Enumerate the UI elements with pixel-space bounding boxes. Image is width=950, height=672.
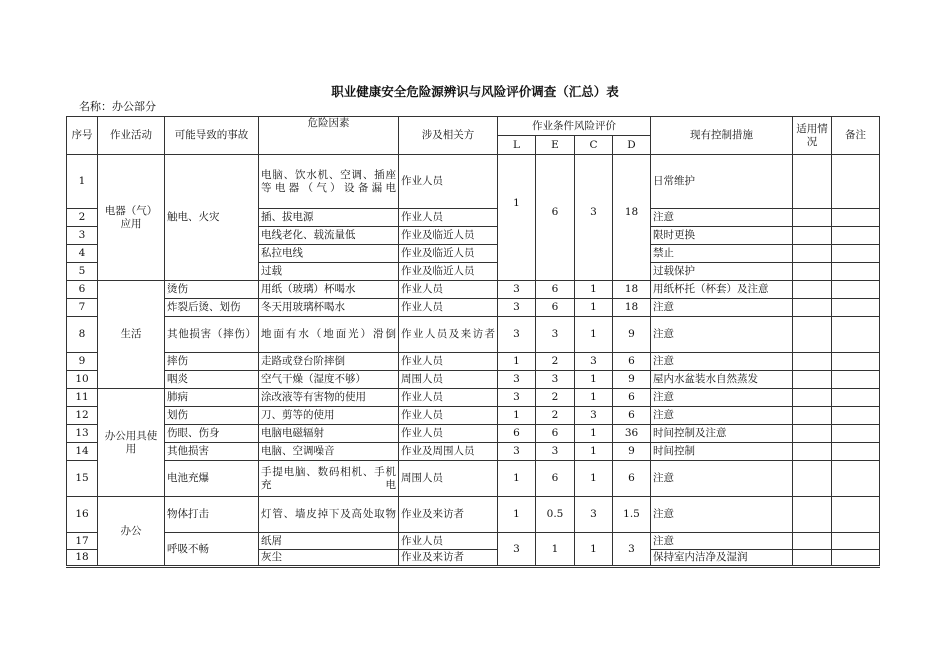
cell-applicable [793,407,832,425]
cell-no: 3 [67,227,98,245]
cell-C: 1 [575,281,613,299]
table-row [67,461,880,497]
cell-no: 18 [67,550,98,567]
cell-L: 1 [498,461,536,497]
cell-remark [832,461,880,497]
cell-E: 6 [536,461,575,497]
org-name-label: 名称：办公部分 [79,100,156,113]
cell-remark [832,353,880,371]
cell-E: 2 [536,389,575,407]
cell-D: 18 [613,155,651,281]
cell-control: 过载保护 [651,263,793,281]
cell-party: 作业人员 [399,281,498,299]
cell-applicable [793,317,832,353]
header-seq: 序号 [67,117,98,155]
cell-E: 6 [536,155,575,281]
cell-C: 1 [575,533,613,567]
cell-control: 日常维护 [651,155,793,209]
cell-no: 8 [67,317,98,353]
cell-party: 周围人员 [399,461,498,497]
cell-applicable [793,155,832,209]
cell-D: 9 [613,443,651,461]
cell-no: 10 [67,371,98,389]
cell-control: 注意 [651,533,793,550]
accident-respiratory: 呼吸不畅 [165,533,259,567]
cell-no: 5 [67,263,98,281]
cell-accident: 咽炎 [165,371,259,389]
cell-L: 3 [498,371,536,389]
cell-L: 3 [498,533,536,567]
cell-control: 用纸杯托（杯套）及注意 [651,281,793,299]
header-L: L [498,136,536,155]
cell-control: 注意 [651,389,793,407]
group-electrical: 电器（气）应用 [98,155,165,281]
group-life: 生活 [98,281,165,389]
header-hazard: 危险因素 [259,117,399,155]
header-accident: 可能导致的事故 [165,117,259,155]
cell-applicable [793,443,832,461]
cell-remark [832,263,880,281]
cell-party: 作业人员 [399,209,498,227]
cell-accident: 炸裂后烫、划伤 [165,299,259,317]
cell-remark [832,407,880,425]
header-E: E [536,136,575,155]
cell-accident: 伤眼、伤身 [165,425,259,443]
cell-control: 禁止 [651,245,793,263]
table-row [67,407,880,425]
cell-accident: 其他损害 [165,443,259,461]
cell-hazard: 地面有水（地面光）滑倒 [259,317,399,353]
cell-no: 2 [67,209,98,227]
cell-no: 4 [67,245,98,263]
cell-D: 6 [613,461,651,497]
header-party: 涉及相关方 [399,117,498,155]
cell-L: 1 [498,407,536,425]
cell-control: 限时更换 [651,227,793,245]
cell-no: 1 [67,155,98,209]
cell-control: 时间控制 [651,443,793,461]
cell-remark [832,497,880,533]
cell-party: 作业及来访者 [399,550,498,567]
cell-hazard: 电线老化、载流量低 [259,227,399,245]
cell-party: 作业及临近人员 [399,245,498,263]
cell-C: 3 [575,407,613,425]
cell-applicable [793,209,832,227]
table-row [67,497,880,533]
cell-hazard: 插、拔电源 [259,209,399,227]
cell-hazard: 手提电脑、数码相机、手机充电 [259,461,399,497]
cell-E: 6 [536,425,575,443]
accident-electric: 触电、火灾 [165,155,259,281]
cell-D: 9 [613,371,651,389]
cell-control: 注意 [651,299,793,317]
cell-E: 1 [536,533,575,567]
cell-applicable [793,425,832,443]
cell-accident: 电池充爆 [165,461,259,497]
cell-hazard: 刀、剪等的使用 [259,407,399,425]
cell-remark [832,443,880,461]
cell-party: 作业及临近人员 [399,227,498,245]
cell-L: 1 [498,497,536,533]
header-row-1 [67,117,880,136]
table-row [67,443,880,461]
cell-remark [832,317,880,353]
cell-C: 1 [575,371,613,389]
cell-accident: 划伤 [165,407,259,425]
cell-party: 作业及临近人员 [399,263,498,281]
table-row [67,353,880,371]
cell-D: 3 [613,533,651,567]
cell-accident: 其他损害（摔伤） [165,317,259,353]
cell-E: 2 [536,407,575,425]
cell-accident: 摔伤 [165,353,259,371]
cell-no: 13 [67,425,98,443]
cell-C: 1 [575,317,613,353]
cell-remark [832,281,880,299]
cell-L: 6 [498,425,536,443]
cell-applicable [793,371,832,389]
cell-remark [832,227,880,245]
cell-party: 作业及来访者 [399,497,498,533]
cell-applicable [793,533,832,550]
header-activity: 作业活动 [98,117,165,155]
cell-party: 作业人员 [399,389,498,407]
cell-party: 作业人员 [399,155,498,209]
cell-applicable [793,461,832,497]
cell-applicable [793,353,832,371]
cell-party: 作业人员 [399,353,498,371]
cell-hazard: 涂改液等有害物的使用 [259,389,399,407]
cell-control: 注意 [651,209,793,227]
cell-applicable [793,299,832,317]
cell-D: 6 [613,353,651,371]
cell-C: 1 [575,443,613,461]
table-row [67,155,880,209]
cell-C: 1 [575,461,613,497]
header-control: 现有控制措施 [651,117,793,155]
cell-applicable [793,281,832,299]
cell-party: 周围人员 [399,371,498,389]
cell-control: 注意 [651,353,793,371]
cell-E: 3 [536,317,575,353]
cell-E: 3 [536,371,575,389]
cell-C: 1 [575,299,613,317]
cell-hazard: 电脑、饮水机、空调、插座等电器（气）设备漏电 [259,155,399,209]
cell-party: 作业人员 [399,533,498,550]
cell-no: 12 [67,407,98,425]
cell-E: 2 [536,353,575,371]
cell-party: 作业及周围人员 [399,443,498,461]
cell-hazard: 空气干燥（湿度不够） [259,371,399,389]
cell-party: 作业人员 [399,425,498,443]
cell-accident: 物体打击 [165,497,259,533]
cell-E: 6 [536,299,575,317]
cell-D: 6 [613,389,651,407]
cell-E: 6 [536,281,575,299]
cell-hazard: 灰尘 [259,550,399,567]
cell-no: 15 [67,461,98,497]
cell-no: 7 [67,299,98,317]
cell-no: 16 [67,497,98,533]
cell-applicable [793,245,832,263]
cell-D: 1.5 [613,497,651,533]
cell-no: 11 [67,389,98,407]
cell-E: 0.5 [536,497,575,533]
cell-C: 1 [575,425,613,443]
cell-C: 1 [575,389,613,407]
cell-L: 3 [498,389,536,407]
cell-control: 注意 [651,497,793,533]
cell-D: 36 [613,425,651,443]
table-row [67,389,880,407]
header-remark: 备注 [832,117,880,155]
cell-hazard: 电脑、空调噪音 [259,443,399,461]
cell-L: 3 [498,299,536,317]
table-row [67,299,880,317]
cell-remark [832,299,880,317]
cell-hazard: 纸屑 [259,533,399,550]
cell-D: 18 [613,281,651,299]
cell-applicable [793,497,832,533]
header-risk: 作业条件风险评价 [498,117,651,136]
cell-remark [832,550,880,567]
cell-remark [832,155,880,209]
cell-remark [832,533,880,550]
table-row [67,533,880,550]
table-row [67,281,880,299]
cell-C: 3 [575,353,613,371]
cell-hazard: 走路或登台阶摔倒 [259,353,399,371]
cell-C: 3 [575,155,613,281]
cell-no: 9 [67,353,98,371]
cell-no: 14 [67,443,98,461]
cell-hazard: 过载 [259,263,399,281]
table-row [67,371,880,389]
cell-control: 保持室内洁净及湿润 [651,550,793,567]
cell-control: 注意 [651,407,793,425]
cell-applicable [793,263,832,281]
cell-remark [832,371,880,389]
cell-applicable [793,227,832,245]
cell-L: 1 [498,353,536,371]
cell-D: 9 [613,317,651,353]
cell-hazard: 灯管、墙皮掉下及高处取物 [259,497,399,533]
table-row [67,317,880,353]
cell-L: 3 [498,281,536,299]
header-applicable: 适用情况 [793,117,832,155]
cell-party: 作业人员及来访者 [399,317,498,353]
cell-D: 18 [613,299,651,317]
cell-remark [832,425,880,443]
cell-party: 作业人员 [399,407,498,425]
header-D: D [613,136,651,155]
page-title: 职业健康安全危险源辨识与风险评价调查（汇总）表 [331,84,619,99]
cell-remark [832,389,880,407]
cell-accident: 烫伤 [165,281,259,299]
cell-applicable [793,389,832,407]
cell-control: 注意 [651,317,793,353]
cell-L: 3 [498,443,536,461]
cell-no: 6 [67,281,98,299]
cell-E: 3 [536,443,575,461]
cell-control: 注意 [651,461,793,497]
cell-L: 3 [498,317,536,353]
cell-applicable [793,550,832,567]
cell-no: 17 [67,533,98,550]
cell-control: 时间控制及注意 [651,425,793,443]
cell-C: 3 [575,497,613,533]
cell-control: 屋内水盆装水自然蒸发 [651,371,793,389]
cell-remark [832,209,880,227]
table-row [67,425,880,443]
group-office-tools: 办公用具使用 [98,389,165,497]
cell-hazard: 用纸（玻璃）杯喝水 [259,281,399,299]
cell-D: 6 [613,407,651,425]
header-C: C [575,136,613,155]
cell-hazard: 电脑电磁辐射 [259,425,399,443]
cell-accident: 肺病 [165,389,259,407]
cell-party: 作业人员 [399,299,498,317]
risk-assessment-table [66,116,880,568]
cell-remark [832,245,880,263]
cell-L: 1 [498,155,536,281]
group-office: 办公 [98,497,165,567]
cell-hazard: 冬天用玻璃杯喝水 [259,299,399,317]
cell-hazard: 私拉电线 [259,245,399,263]
